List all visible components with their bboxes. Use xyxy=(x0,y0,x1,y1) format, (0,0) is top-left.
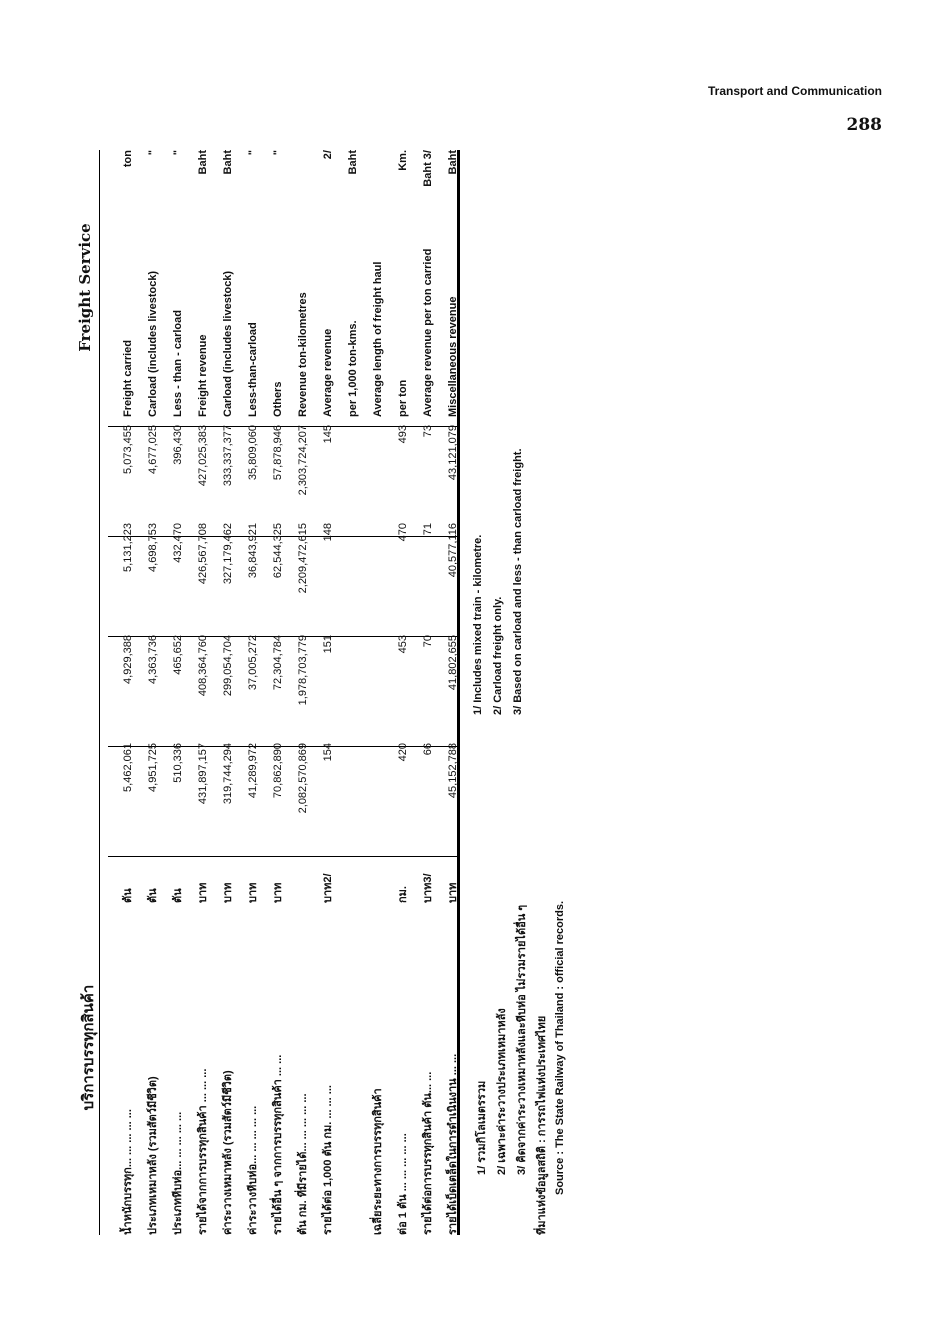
footnote-en-3: 3/ Based on carload and less - than carload freight. xyxy=(512,448,524,715)
row-label-english: Average revenue per ton carried xyxy=(422,248,434,417)
value-col-3: 470 xyxy=(397,523,409,542)
value-col-4: 427,025,383 xyxy=(197,425,209,487)
table-top-rule xyxy=(99,150,100,1235)
footnote-en-2: 2/ Carload freight only. xyxy=(492,596,504,715)
value-col-1: 5,462,061 xyxy=(122,743,134,792)
value-col-1: 154 xyxy=(322,743,334,762)
table-row xyxy=(114,150,142,1235)
table-row xyxy=(314,150,342,1235)
source-th: ที่มาแห่งข้อมูลสถิติ : การรถไฟแห่งประเทศไทย xyxy=(536,1015,548,1235)
table-row xyxy=(239,150,267,1235)
value-col-1: 41,289,972 xyxy=(247,743,259,799)
row-label-english: Freight revenue xyxy=(197,334,209,417)
table-row xyxy=(139,150,167,1235)
row-label-english: Less - than - carload xyxy=(172,310,184,417)
row-label-thai: รายได้ต่อ 1,000 ตัน กม. ... ... ... xyxy=(322,1085,334,1235)
row-unit-english: Baht xyxy=(222,150,234,175)
value-col-3: 5,131,223 xyxy=(122,523,134,572)
row-unit-thai: บาท xyxy=(447,882,459,903)
row-unit-english: " xyxy=(247,150,259,156)
row-unit-english: " xyxy=(147,150,159,156)
row-label-english: Less-than-carload xyxy=(247,322,259,417)
row-unit-english: " xyxy=(272,150,284,156)
row-label-english: Miscellaneous revenue xyxy=(447,296,459,417)
value-col-1: 420 xyxy=(397,743,409,762)
row-unit-english: Baht xyxy=(447,150,459,175)
row-label-thai: ต่อ 1 ตัน ... ... ... ... ... xyxy=(397,1133,409,1235)
table-row xyxy=(339,150,367,1235)
value-col-4: 4,677,025 xyxy=(147,425,159,474)
value-col-4: 145 xyxy=(322,425,334,444)
value-col-2: 465,652 xyxy=(172,635,184,675)
value-col-2: 4,363,736 xyxy=(147,635,159,684)
footnote-en-1: 1/ Includes mixed train - kilometre. xyxy=(472,534,484,715)
thai-heading: บริการบรรทุกสินค้า xyxy=(79,984,97,1111)
row-unit-english: ton xyxy=(122,150,134,168)
row-label-english: Average revenue xyxy=(322,328,334,417)
row-unit-english: Baht 3/ xyxy=(422,150,434,187)
table-row xyxy=(289,150,317,1235)
value-col-2: 151 xyxy=(322,635,334,654)
value-col-3: 62,544,325 xyxy=(272,523,284,579)
table-row xyxy=(364,150,392,1235)
row-label-thai: ค่าระวางหีบห่อ... ... ... ... ... xyxy=(247,1105,259,1235)
row-label-thai: ประเภทเหมาหลัง (รวมสัตว์มีชีวิต) xyxy=(147,1076,159,1235)
row-label-english: per 1,000 ton-kms. xyxy=(347,320,359,417)
value-col-2: 70 xyxy=(422,635,434,648)
value-col-1: 510,336 xyxy=(172,743,184,783)
row-label-english: Others xyxy=(272,381,284,417)
value-col-2: 1,978,703,779 xyxy=(297,635,309,706)
value-col-1: 66 xyxy=(422,743,434,756)
row-unit-thai: บาท3/ xyxy=(422,873,434,903)
value-col-1: 45,152,788 xyxy=(447,743,459,799)
value-col-2: 41,802,655 xyxy=(447,635,459,691)
value-col-1: 70,862,890 xyxy=(272,743,284,799)
freight-service-table xyxy=(72,150,582,1235)
row-unit-english: Km. xyxy=(397,150,409,171)
row-label-english: Carload (includes livestock) xyxy=(147,270,159,417)
page-number: 288 xyxy=(846,115,882,135)
value-col-1: 319,744,294 xyxy=(222,743,234,805)
value-col-3: 432,470 xyxy=(172,523,184,563)
row-unit-thai: บาท2/ xyxy=(322,873,334,903)
value-col-1: 4,951,725 xyxy=(147,743,159,792)
row-label-thai: รายได้อื่น ๆ จากการบรรทุกสินค้า ... ... xyxy=(272,1054,284,1235)
row-unit-english: " xyxy=(172,150,184,156)
row-label-thai: ค่าระวางเหมาหลัง (รวมสัตว์มีชีวิต) xyxy=(222,1070,234,1235)
row-label-thai: รายได้จากการบรรทุกสินค้า ... ... ... xyxy=(197,1068,209,1235)
value-col-2: 453 xyxy=(397,635,409,654)
value-col-3: 40,577,116 xyxy=(447,523,459,578)
row-unit-thai: ตัน xyxy=(147,888,159,903)
table-row xyxy=(164,150,192,1235)
value-col-1: 2,082,570,869 xyxy=(297,743,309,814)
value-col-4: 333,337,377 xyxy=(222,425,234,487)
table-row xyxy=(414,150,442,1235)
row-unit-thai: บาท xyxy=(272,882,284,903)
source-en: Source : The State Railway of Thailand : official records. xyxy=(554,900,566,1195)
english-heading: Freight Service xyxy=(76,223,94,352)
row-unit-english: 2/ xyxy=(322,150,334,160)
table-row xyxy=(214,150,242,1235)
row-unit-thai: ตัน xyxy=(122,888,134,903)
value-col-1: 431,897,157 xyxy=(197,743,209,805)
table-row xyxy=(264,150,292,1235)
row-unit-thai: บาท xyxy=(197,882,209,903)
value-col-2: 408,364,760 xyxy=(197,635,209,697)
value-col-4: 35,809,060 xyxy=(247,425,259,481)
table-row xyxy=(439,150,467,1235)
value-col-3: 36,843,921 xyxy=(247,523,259,579)
value-col-2: 37,005,272 xyxy=(247,635,259,691)
footnote-th-3: 3/ คิดจากค่าระวางเหมาหลังและหีบห่อ ไม่รวมรายได้อื่น ๆ xyxy=(516,904,528,1175)
value-col-3: 327,179,462 xyxy=(222,523,234,585)
row-unit-english: Baht xyxy=(197,150,209,175)
value-col-2: 4,929,388 xyxy=(122,635,134,684)
value-col-3: 4,698,753 xyxy=(147,523,159,572)
value-col-3: 148 xyxy=(322,523,334,542)
row-label-thai: รายได้เบ็ดเตล็ดในการดำเนินงาน ... ... xyxy=(447,1053,459,1235)
row-label-thai: ประเภทหีบห่อ... ... ... ... ... xyxy=(172,1111,184,1235)
row-label-english: per ton xyxy=(397,379,409,417)
value-col-2: 299,054,704 xyxy=(222,635,234,697)
row-label-thai: เฉลี่ยระยะทางการบรรทุกสินค้า xyxy=(372,1088,384,1235)
value-col-4: 43,121,079 xyxy=(447,425,459,481)
value-col-3: 2,209,472,615 xyxy=(297,523,309,594)
value-col-4: 57,878,946 xyxy=(272,425,284,481)
value-col-3: 426,567,708 xyxy=(197,523,209,585)
value-col-4: 396,430 xyxy=(172,425,184,465)
row-unit-thai: บาท xyxy=(247,882,259,903)
row-label-english: Revenue ton-kilometres xyxy=(297,292,309,417)
value-col-4: 73 xyxy=(422,425,434,438)
row-unit-english: Baht xyxy=(347,150,359,175)
row-unit-thai: บาท xyxy=(222,882,234,903)
value-col-2: 72,304,784 xyxy=(272,635,284,691)
value-col-3: 71 xyxy=(422,523,434,536)
row-label-english: Average length of freight haul xyxy=(372,261,384,417)
row-unit-thai: ตัน xyxy=(172,888,184,903)
value-col-4: 5,073,455 xyxy=(122,425,134,474)
table-row xyxy=(189,150,217,1235)
row-label-thai: รายได้ต่อการบรรทุกสินค้า ตัน... ... xyxy=(422,1071,434,1235)
row-label-english: Freight carried xyxy=(122,339,134,417)
table-row xyxy=(389,150,417,1235)
row-unit-thai: กม. xyxy=(397,886,409,903)
value-col-4: 493 xyxy=(397,425,409,444)
row-label-thai: น้ำหนักบรรทุก... ... ... ... ... xyxy=(122,1109,134,1235)
value-col-4: 2,303,724,207 xyxy=(297,425,309,496)
footnote-th-1: 1/ รวมกิโลเมตรรวม xyxy=(476,1080,488,1175)
row-label-thai: ตัน กม. ที่มีรายได้... ... ... ... ... xyxy=(297,1093,309,1235)
row-label-english: Carload (includes livestock) xyxy=(222,270,234,417)
running-head: Transport and Communication xyxy=(707,84,882,98)
footnote-th-2: 2/ เฉพาะค่าระวางประเภทเหมาหลัง xyxy=(496,1008,508,1175)
